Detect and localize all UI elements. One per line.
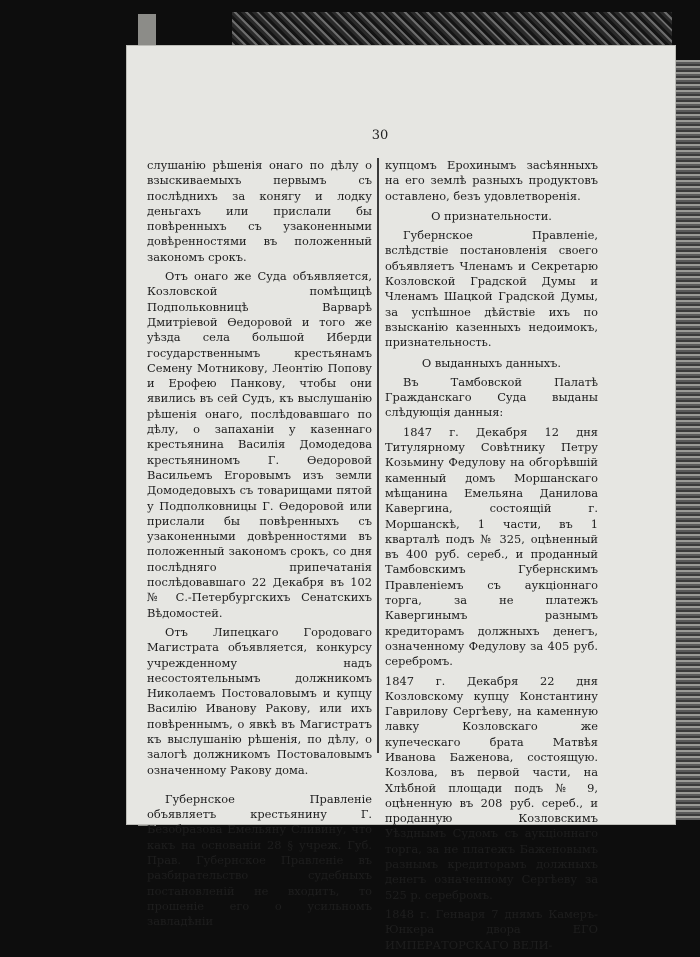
section-heading: О признательности. [431, 208, 552, 223]
right-paragraph: купцомъ Ерохинымъ засѣянныхъ на его землѣ разныхъ продуктовъ оставлено, безъ удовлетворенія. [385, 158, 598, 203]
left-paragraph: Отъ Липецкаго Городоваго Магистрата объявляется, конкурсу учрежденному надъ несостоятельнымъ должникомъ Николаемъ Постоваловымъ и купцу Василію Иванову Ракову, или ихъ повѣреннымъ, о явкѣ въ Магистратъ къ выслушанію рѣшенія, по дѣлу, о залогѣ должникомъ Постоваловымъ означенному Ракову дома. [147, 624, 372, 777]
left-column [147, 158, 372, 934]
frayed-page-edge [672, 60, 700, 820]
deed-entry: 1847 г. Декабря 22 дня Козловскому купцу Константину Гаврилову Сергѣеву, на каменную лавку Козловскаго же купеческаго брата Матвѣя Иванова Баженова, состоящую. Козлова, въ первой части, на Хлѣбной площади подъ № 9, оцѣненную въ 208 руб. сереб., и проданную Козловскимъ Уѣзднымъ Судомъ съ аукціоннаго торга, за не платежъ Баженовымъ разнымъ кредиторамъ должныхъ денегъ означенному Сергѣеву за 525 р. серебромъ. [385, 673, 598, 902]
page-number: 30 [371, 128, 389, 143]
left-paragraph: Отъ онаго же Суда объявляется, Козловской помѣщицѣ Подпольковницѣ Варварѣ Дмитріевой Ѳедоровой и того же уѣзда села большой Иберди государственнымъ крестьянамъ Семену Мотникову, Леонтію Попову и Ерофею Панкову, чтобы они явились въ сей Судъ, къ выслушанію рѣшенія онаго, послѣдовавшаго по дѣлу, о запаханіи у казеннаго крестьянина Василія Домодедова крестьяниномъ Г. Ѳедоровой Васильемъ Егоровымъ изъ земли Домодедовыхъ съ товарищами пятой у Подполковницы Г. Ѳедоровой или прислали бы повѣренныхъ съ узаконенными довѣренностями въ положенный закономъ срокъ, со дня послѣдняго припечатанія послѣдовавшаго 22 Декабря въ 102 № С.-Петербургскихъ Сенатскихъ Вѣдомостей. [147, 269, 372, 620]
left-paragraph: слушанію рѣшенія онаго по дѣлу о взыскиваемыхъ первымъ съ послѣднихъ за конягу и лодку деньгахъ или прислали бы повѣренныхъ съ узаконенными довѣренностями въ положенный закономъ срокъ. [147, 158, 372, 264]
right-column [385, 158, 598, 957]
column-divider [377, 158, 379, 753]
section-heading: О выданныхъ данныхъ. [421, 355, 562, 370]
deed-entry: 1848 г. Генваря 7 днямъ Камеръ-Юнкера двора ЕГО ИМПЕРАТОРСКАГО ВЕЛИ- [385, 906, 598, 952]
right-paragraph: Въ Тамбовской Палатѣ Гражданскаго Суда выданы слѣдующія данныя: [385, 374, 598, 420]
right-paragraph: Губернское Правленіе, вслѣдствіе постановленія своего объявляетъ Членамъ и Секретарю Козловской Градской Думы и Членамъ Шацкой Градской Думы, за успѣшное дѣйствіе ихъ по взысканію казенныхъ недоимокъ, признательность. [385, 228, 598, 350]
left-paragraph: Губернское Правленіе объявляетъ крестьянину Г. Безобразова Емельяну Сливину, что какъ на основаніи 28 § учреж. Губ. Прав. Губернское Правленіе въ разбирательство судебныхъ постановленій не входитъ, то прошеніе его о усильномъ завладѣніи [147, 791, 372, 929]
deed-entry: 1847 г. Декабря 12 дня Титулярному Совѣтнику Петру Козьмину Федулову на обгорѣвшій каменный домъ Моршанскаго мѣщанина Емельяна Данилова Кавергина, состоящій г. Моршанскѣ, 1 части, въ 1 кварталѣ подъ № 325, оцѣненный въ 400 руб. сереб., и проданный Тамбовскимъ Губернскимъ Правленіемъ съ аукціоннаго торга, за не платежъ Кавергинымъ разнымъ кредиторамъ должныхъ денегъ, означенному Федулову за 405 руб. серебромъ. [385, 424, 598, 669]
